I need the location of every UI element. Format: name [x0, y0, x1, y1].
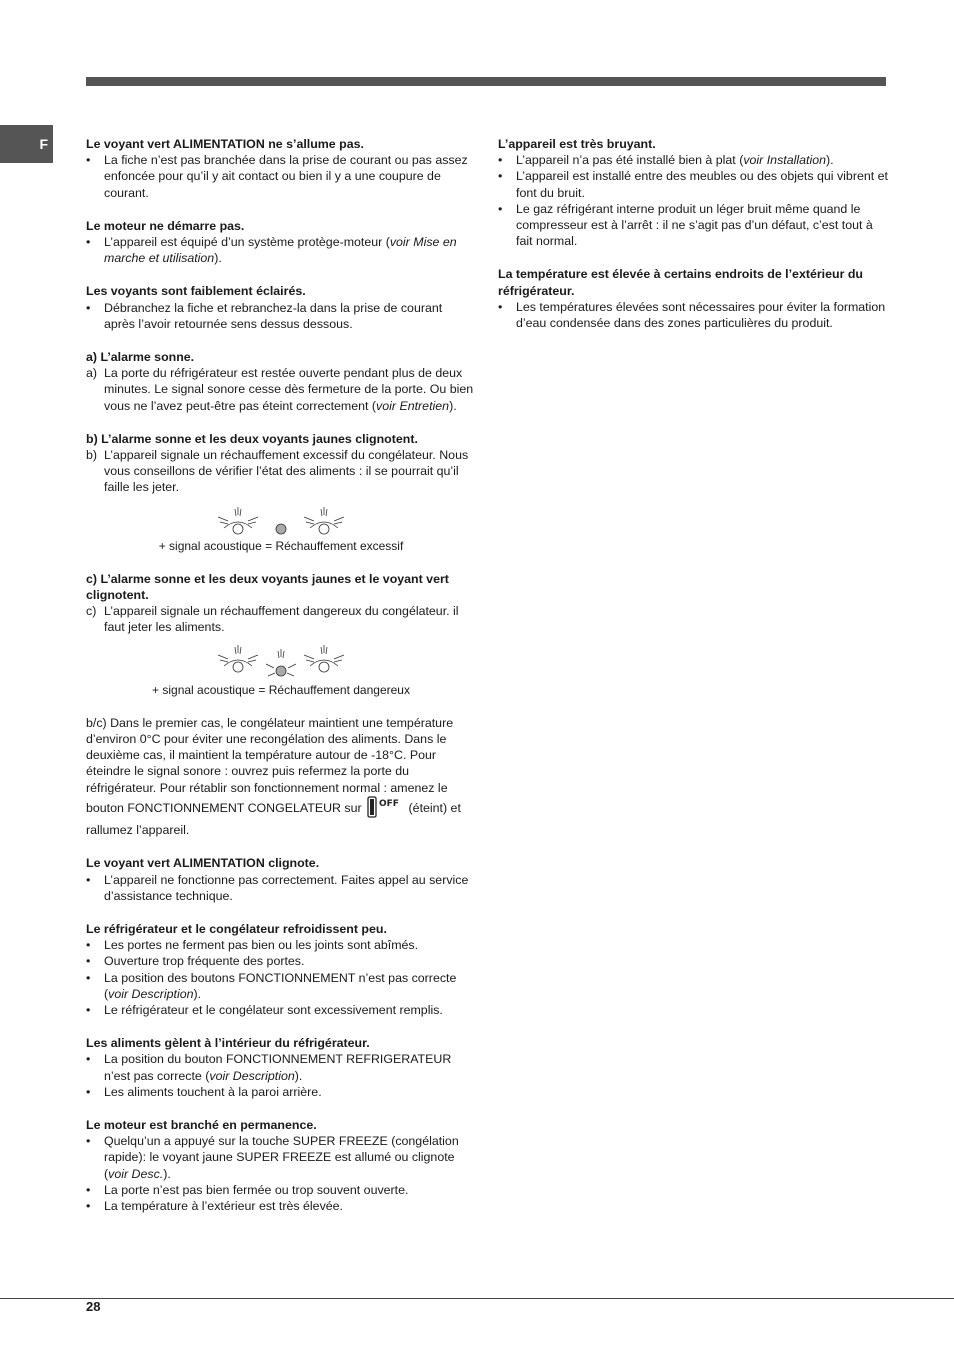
section-heading: a) L’alarme sonne. — [86, 350, 195, 365]
off-label: OFF — [379, 798, 400, 809]
section-heading: Le moteur est branché en permanence. — [86, 1117, 317, 1132]
section-heading: L’appareil est très bruyant. — [498, 137, 656, 151]
list-item: • La fiche n’est pas branchée dans la prise de courant ou pas assez enfoncée pour qu’il y ait contact ou bien il y a une coupure de courant. — [86, 153, 468, 200]
list-item: • La porte n’est pas bien fermée ou trop souvent ouverte. — [86, 1182, 409, 1197]
section-heading: Le voyant vert ALIMENTATION ne s’allume pas. — [86, 137, 364, 151]
figure-caption: + signal acoustique = Réchauffement dangereux — [152, 682, 410, 697]
cross-reference: voir Entretien — [376, 398, 450, 413]
off-switch-icon — [367, 796, 403, 822]
figure-caption: + signal acoustique = Réchauffement excessif — [158, 538, 404, 553]
section-heading: Le moteur ne démarre pas. — [86, 218, 245, 233]
section-exterior-hot — [498, 266, 888, 331]
list-item: • Ouverture trop fréquente des portes. — [86, 954, 305, 969]
section-heading: Les voyants sont faiblement éclairés. — [86, 284, 306, 299]
section-weak-cooling — [86, 921, 476, 1018]
list-item: • L’appareil est installé entre des meubles ou des objets qui vibrent et font du bruit. — [498, 169, 888, 200]
section-power-led-off — [86, 136, 476, 201]
section-heading: Le réfrigérateur et le congélateur refroidissent peu. — [86, 921, 387, 936]
section-noisy — [498, 136, 888, 249]
section-heading: Les aliments gèlent à l’intérieur du réfrigérateur. — [86, 1036, 370, 1051]
lettered-item: c) L’appareil signale un réchauffement dangereux du congélateur. il faut jeter les aliments. — [86, 604, 459, 635]
list-item: • Quelqu’un a appuyé sur la touche SUPER FREEZE (congélation rapide): le voyant jaune SUPER FREEZE est allumé ou clignote (voir Desc.). — [86, 1134, 459, 1181]
section-alarm-c — [86, 571, 476, 698]
list-item: • La température à l’extérieur est très élevée. — [86, 1198, 343, 1213]
list-item: • Les températures élevées sont nécessaires pour éviter la formation d’eau condensée dans des zones particulières du produit. — [498, 299, 886, 331]
cross-reference: voir Mise en marche et utilisation — [104, 235, 457, 266]
list-item: • Débranchez la fiche et rebranchez-la dans la prise de courant après l’avoir retournée sens dessus dessous. — [86, 300, 443, 331]
section-alarm-b — [86, 431, 476, 554]
list-item: • L’appareil est équipé d’un système protège-moteur (voir Mise en marche et utilisation). — [86, 235, 457, 266]
list-item: • L’appareil ne fonctionne pas correctement. Faites appel au service d’assistance technique. — [86, 872, 469, 903]
section-motor-not-start — [86, 218, 476, 267]
list-item: • Les portes ne ferment pas bien ou les joints sont abîmés. — [86, 938, 419, 953]
page-number: 28 — [86, 1299, 101, 1314]
lettered-item: b) L’appareil signale un réchauffement excessif du congélateur. Nous vous conseillons de vérifier l’état des aliments : il se pourrait qu’il faille les jeter. — [86, 448, 469, 495]
list-item: • La position du bouton FONCTIONNEMENT REFRIGERATEUR n’est pas correcte (voir Description). — [86, 1052, 452, 1083]
list-item: • L’appareil n’a pas été installé bien à plat (voir Installation). — [498, 153, 834, 168]
led-figure-excessive — [86, 502, 476, 554]
list-item: • La position des boutons FONCTIONNEMENT n’est pas correcte (voir Description). — [86, 970, 457, 1001]
section-motor-always-on — [86, 1117, 476, 1214]
left-column — [86, 136, 476, 1231]
list-item: • Le gaz réfrigérant interne produit un léger bruit même quand le compresseur est à l’arrêt : il ne s’agit pas d’un défaut, c’est tout à fait normal. — [498, 201, 873, 249]
language-tab-label: F — [39, 135, 48, 152]
section-heading: La température est élevée à certains endroits de l’extérieur du réfrigérateur. — [498, 267, 863, 298]
section-heading: c) L’alarme sonne et les deux voyants jaunes et le voyant vert clignotent. — [86, 571, 449, 603]
led-figure-dangerous — [86, 642, 476, 698]
section-heading: b) L’alarme sonne et les deux voyants jaunes clignotent. — [86, 431, 418, 446]
list-item: • Le réfrigérateur et le congélateur sont excessivement remplis. — [86, 1002, 443, 1017]
paragraph-bc: b/c) Dans le premier cas, le congélateur maintient une température d’environ 0°C pour éviter une recongélation des aliments. Dans le deuxième cas, il maintient la température autour de -18°C. Pour éteindre le signal sonore : ouvrez puis refermez la porte du réfrigérateur. Pour rétablir son fonctionnement normal : amenez le bouton FONCTIONNEMENT CONGELATEUR sur OFF (éteint) et rallumez l’appareil. — [86, 715, 461, 838]
blinking-leds-icon — [216, 642, 346, 682]
footer-rule — [0, 1298, 954, 1299]
section-alarm-a — [86, 349, 476, 414]
cross-reference: voir Desc. — [108, 1166, 164, 1181]
cross-reference: voir Description — [209, 1068, 295, 1083]
section-food-freezes — [86, 1035, 476, 1100]
cross-reference: voir Description — [108, 986, 194, 1001]
list-item: • Les aliments touchent à la paroi arrière. — [86, 1084, 322, 1099]
cross-reference: voir Installation — [743, 153, 826, 168]
lettered-item: a) La porte du réfrigérateur est restée ouverte pendant plus de deux minutes. Le signal sonore cesse dès fermeture de la porte. Ou bien vous ne l’avez peut-être pas éteint correctement (voir Entretien). — [86, 366, 474, 413]
right-column — [498, 136, 888, 348]
blinking-leds-icon — [216, 502, 346, 538]
section-heading: Le voyant vert ALIMENTATION clignote. — [86, 856, 320, 871]
section-leds-dim — [86, 283, 476, 332]
top-header-bar — [86, 77, 886, 86]
language-tab — [0, 125, 53, 163]
section-power-led-blinks — [86, 855, 476, 904]
